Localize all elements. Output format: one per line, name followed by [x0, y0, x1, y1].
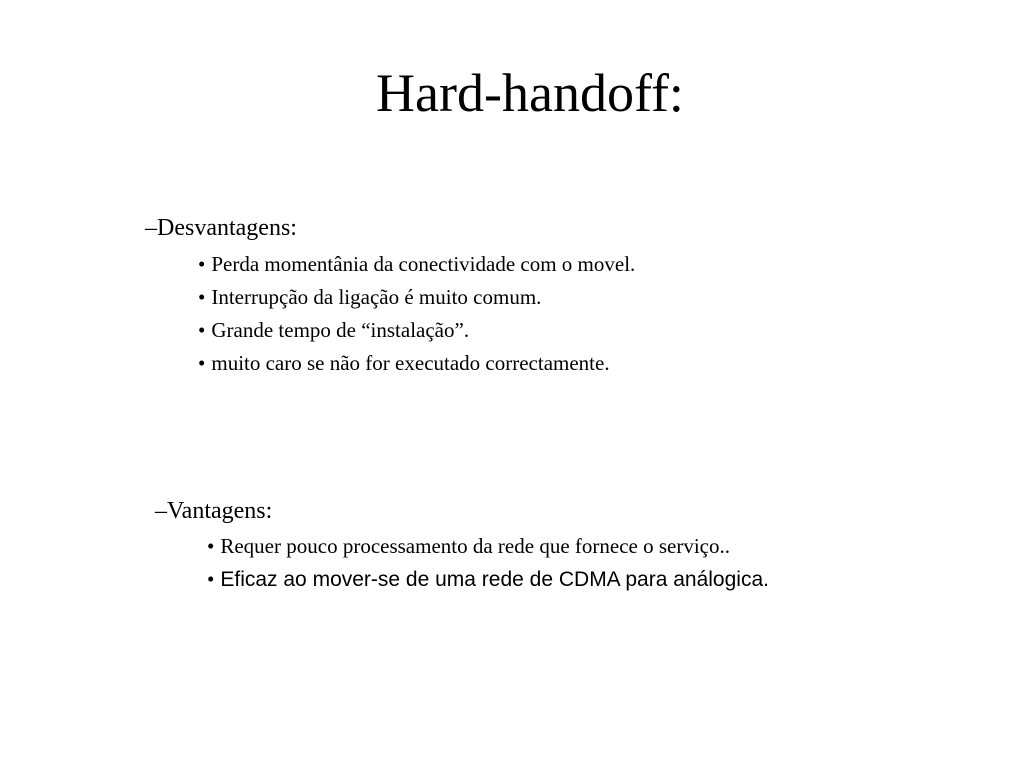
- advantage-item: [207, 565, 769, 594]
- slide-title: Hard-handoff:: [376, 63, 684, 123]
- disadvantage-item: [198, 316, 469, 344]
- bullet-icon: •: [207, 534, 215, 558]
- disadvantage-item-text: Perda momentânia da conectividade com o movel.: [211, 252, 636, 276]
- disadvantage-item-text: muito caro se não for executado correctamente.: [211, 351, 610, 375]
- bullet-icon: •: [198, 351, 206, 375]
- disadvantage-item-text: Grande tempo de “instalação”.: [211, 318, 470, 342]
- bullet-icon: •: [198, 318, 206, 342]
- disadvantages-heading: –Desvantagens:: [145, 215, 297, 241]
- bullet-icon: •: [198, 285, 206, 309]
- bullet-icon: •: [207, 567, 215, 591]
- bullet-icon: •: [198, 252, 206, 276]
- advantage-item-text: Eficaz ao mover-se de uma rede de CDMA para análogica.: [220, 568, 769, 591]
- disadvantage-item: [198, 349, 610, 377]
- advantage-item: [207, 532, 730, 560]
- disadvantage-item-text: Interrupção da ligação é muito comum.: [211, 285, 542, 309]
- slide-title-container: [0, 58, 1024, 128]
- advantages-heading: –Vantagens:: [155, 498, 273, 524]
- disadvantage-item: [198, 250, 635, 278]
- disadvantage-item: [198, 283, 541, 311]
- advantage-item-text: Requer pouco processamento da rede que fornece o serviço..: [220, 534, 730, 558]
